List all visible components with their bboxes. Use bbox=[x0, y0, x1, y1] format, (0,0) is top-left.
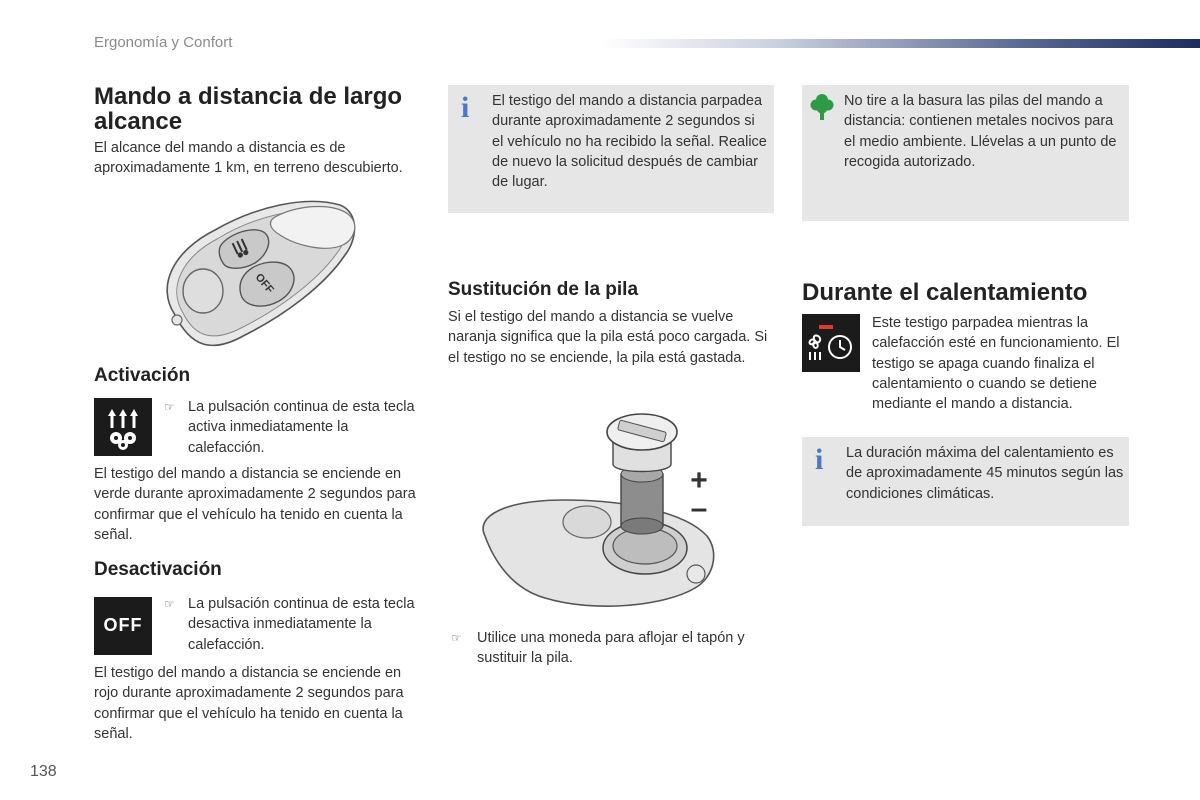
info-signal-text: El testigo del mando a distancia parpadea durante aproximadamente 2 segundos si el vehículo no ha recibido la señal. Realice de nuevo la solicitud después de cambiar de lugar. bbox=[492, 93, 767, 191]
battery-text: Si el testigo del mando a distancia se vuelve naranja significa que la pila está poco cargada. Si el testigo no se enciende, la pila está gastada. bbox=[448, 309, 768, 366]
plus-sign: + bbox=[690, 464, 708, 497]
off-icon bbox=[94, 597, 152, 655]
deactivation-heading: Desactivación bbox=[94, 559, 222, 580]
minus-sign: – bbox=[690, 492, 708, 525]
info-icon: i bbox=[461, 91, 470, 124]
header-bar bbox=[600, 39, 1200, 48]
bullet-arrow-icon: ☞ bbox=[451, 631, 462, 645]
battery-replacement-illustration bbox=[475, 408, 720, 618]
eco-text: No tire a la basura las pilas del mando a distancia: contienen metales nocivos para el medio ambiente. Llévelas a un punto de recogida autorizado. bbox=[844, 93, 1117, 170]
page-title: Mando a distancia de largo alcance bbox=[94, 83, 403, 135]
page-number: 138 bbox=[30, 763, 57, 780]
heating-text: Este testigo parpadea mientras la calefacción esté en funcionamiento. El testigo se apaga cuando finaliza el calentamiento o cuando se detiene mediante el mando a distancia. bbox=[872, 315, 1120, 413]
battery-bullet: Utilice una moneda para aflojar el tapón y sustituir la pila. bbox=[477, 630, 745, 667]
section-title: Ergonomía y Confort bbox=[94, 34, 233, 51]
remote-off-label: OFF bbox=[252, 271, 276, 296]
activation-text: El testigo del mando a distancia se enciende en verde durante aproximadamente 2 segundos para confirmar que el vehículo ha tenido en cuenta la señal. bbox=[94, 466, 416, 543]
intro-text: El alcance del mando a distancia es de aproximadamente 1 km, en terreno descubierto. bbox=[94, 140, 403, 177]
battery-heading: Sustitución de la pila bbox=[448, 279, 639, 300]
info-box-signal bbox=[448, 85, 774, 213]
info-icon: i bbox=[815, 443, 824, 476]
heating-icon bbox=[94, 398, 152, 456]
bullet-arrow-icon: ☞ bbox=[164, 400, 175, 414]
bullet-arrow-icon: ☞ bbox=[164, 597, 175, 611]
remote-control-illustration bbox=[155, 195, 360, 360]
off-icon-label: OFF bbox=[103, 615, 143, 635]
activation-bullet: La pulsación continua de esta tecla activa inmediatamente la calefacción. bbox=[188, 399, 415, 456]
activation-heading: Activación bbox=[94, 365, 191, 386]
heating-heading: Durante el calentamiento bbox=[802, 279, 1088, 306]
heater-timer-icon bbox=[802, 314, 860, 372]
eco-box bbox=[802, 85, 1129, 221]
info-box-duration bbox=[802, 437, 1129, 526]
tree-icon bbox=[810, 93, 834, 121]
deactivation-text: El testigo del mando a distancia se enciende en rojo durante aproximadamente 2 segundos para confirmar que el vehículo ha tenido en cuenta la señal. bbox=[94, 665, 404, 742]
info-duration-text: La duración máxima del calentamiento es de aproximadamente 45 minutos según las condiciones climáticas. bbox=[846, 445, 1124, 502]
deactivation-bullet: La pulsación continua de esta tecla desactiva inmediatamente la calefacción. bbox=[188, 596, 415, 653]
